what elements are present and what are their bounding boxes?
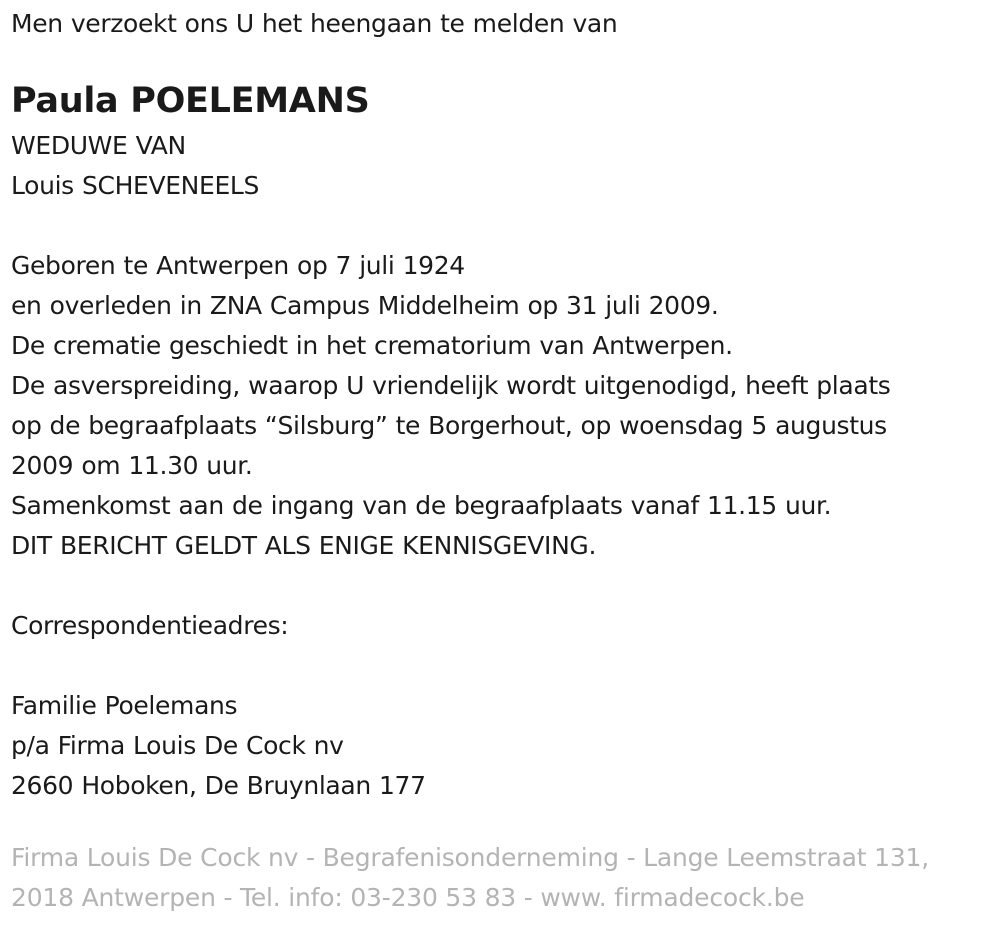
details-block bbox=[11, 246, 1000, 566]
address-line: 2660 Hoboken, De Bruynlaan 177 bbox=[11, 771, 426, 800]
detail-line: DIT BERICHT GELDT ALS ENIGE KENNISGEVING. bbox=[11, 531, 597, 560]
spouse-name: Louis SCHEVENEELS bbox=[11, 171, 260, 200]
footer bbox=[11, 838, 1000, 918]
detail-line: De crematie geschiedt in het crematorium van Antwerpen. bbox=[11, 331, 733, 360]
address-line: Familie Poelemans bbox=[11, 691, 238, 720]
correspondence-label: Correspondentieadres: bbox=[11, 611, 289, 640]
detail-line: Geboren te Antwerpen op 7 juli 1924 bbox=[11, 251, 465, 280]
detail-line: en overleden in ZNA Campus Middelheim op 31 juli 2009. bbox=[11, 291, 719, 320]
detail-line: Samenkomst aan de ingang van de begraafplaats vanaf 11.15 uur. bbox=[11, 491, 832, 520]
detail-line: op de begraafplaats “Silsburg” te Borgerhout, op woensdag 5 augustus bbox=[11, 411, 887, 440]
deceased-name: Paula POELEMANS bbox=[11, 81, 370, 121]
relation-text: WEDUWE VAN bbox=[11, 131, 186, 160]
address-line: p/a Firma Louis De Cock nv bbox=[11, 731, 344, 760]
detail-line: 2009 om 11.30 uur. bbox=[11, 451, 253, 480]
correspondence-address bbox=[11, 686, 1000, 806]
spacer bbox=[11, 206, 1000, 246]
spacer bbox=[11, 646, 1000, 686]
intro-text: Men verzoekt ons U het heengaan te melden van bbox=[11, 9, 618, 38]
detail-line: De asverspreiding, waarop U vriendelijk wordt uitgenodigd, heeft plaats bbox=[11, 371, 891, 400]
footer-line: Firma Louis De Cock nv - Begrafenisonderneming - Lange Leemstraat 131, bbox=[11, 843, 929, 872]
spacer bbox=[11, 566, 1000, 606]
footer-line: 2018 Antwerpen - Tel. info: 03-230 53 83 - www. firmadecock.be bbox=[11, 883, 805, 912]
